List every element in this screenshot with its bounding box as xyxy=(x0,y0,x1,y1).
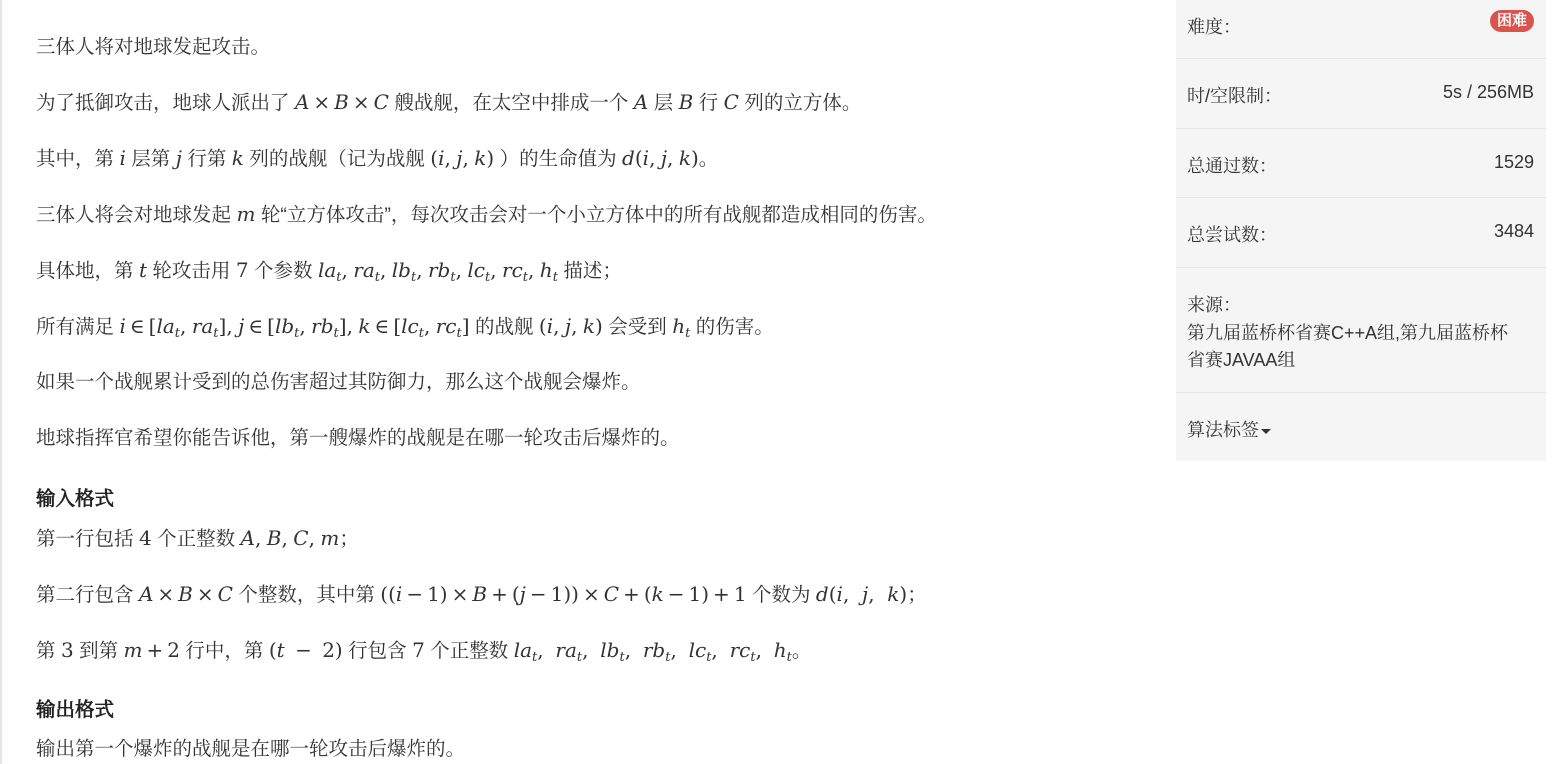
desc-p2-text-e: 列的立方体。 xyxy=(744,92,862,114)
desc-p2-text-d: 行 xyxy=(698,92,719,114)
desc-p5: 具体地，第 t 轮攻击用 7 个参数 $la_t$, $ra_t$, $lb_t$, $rb_t$, $lc_t$, $rc_t$, $h_t$ 描述； xyxy=(36,258,622,285)
source-label: 来源： xyxy=(1187,295,1241,315)
tags-label: 算法标签 xyxy=(1187,420,1259,440)
tags-row xyxy=(1176,393,1546,461)
input-l1-text-c: ； xyxy=(339,528,359,550)
input-line-3: 第 3 到第 m + 2 行中，第 (t − 2) 行包含 7 个正整数 $la_t$, $ra_t$, $lb_t$, $rb_t$, $lc_t$, $rc_t$, $h_t$。 xyxy=(36,638,812,665)
tags-dropdown[interactable] xyxy=(1187,416,1271,442)
limit-row xyxy=(1176,59,1546,129)
input-l2-text-b: 个整数，其中第 xyxy=(238,584,375,606)
input-l1-text-a: 第一行包括 xyxy=(36,528,134,550)
output-format-heading: 输出格式 xyxy=(36,699,115,721)
limit-label: 时/空限制： xyxy=(1187,86,1283,106)
input-l3-text-f: 。 xyxy=(791,640,812,662)
desc-p3-text-d: 列的战舰（记为战舰 xyxy=(249,148,425,170)
input-line-1: 第一行包括 4 个正整数 A, B, C, m； xyxy=(36,526,359,550)
input-l3-text-d: 行包含 xyxy=(348,640,407,662)
input-format-heading: 输入格式 xyxy=(36,488,115,510)
source-link-line1[interactable]: 第九届蓝桥杯省赛C++A组,第九届蓝桥杯 xyxy=(1187,323,1509,343)
difficulty-label: 难度： xyxy=(1187,17,1241,37)
passed-value: 1529 xyxy=(1493,152,1534,172)
desc-p5-text-b: 轮攻击用 xyxy=(152,260,231,282)
desc-p2-text-b: 艘战舰，在太空中排成一个 xyxy=(394,92,629,114)
left-border xyxy=(0,0,2,764)
input-l3-text-b: 到第 xyxy=(79,640,119,662)
desc-p3-text-f: 。 xyxy=(698,148,719,170)
desc-p6-text-d: 的伤害。 xyxy=(695,316,774,338)
desc-p7 xyxy=(36,369,641,395)
difficulty-row xyxy=(1176,0,1546,59)
desc-p3: 其中，第 i 层第 j 行第 k 列的战舰（记为战舰 (i, j, k) ）的生命值为 d(i, j, k)。 xyxy=(36,146,719,170)
input-l3-text-c: 行中，第 xyxy=(185,640,264,662)
attempts-label: 总尝试数： xyxy=(1187,225,1277,245)
input-line-2: 第二行包含 A × B × C 个整数，其中第 ((i − 1) × B + (j − 1)) × C + (k − 1) + 1 个数为 d(i, j, k)； xyxy=(36,582,927,606)
desc-p4: 三体人将会对地球发起 m 轮“立方体攻击”，每次攻击会对一个小立方体中的所有战舰都造成相同的伤害。 xyxy=(36,202,937,226)
desc-p6-text-c: 会受到 xyxy=(608,316,667,338)
desc-p2-text-c: 层 xyxy=(653,92,674,114)
desc-p6-text-a: 所有满足 xyxy=(36,316,115,338)
source-row xyxy=(1176,268,1546,393)
desc-p3-text-a: 其中，第 xyxy=(36,148,115,170)
desc-p3-text-e: ）的生命值为 xyxy=(499,148,617,170)
attempts-row xyxy=(1176,198,1546,268)
output-l1-text: 输出第一个爆炸的战舰是在哪一轮攻击后爆炸的。 xyxy=(36,738,466,760)
input-l2-text-d: ； xyxy=(907,584,927,606)
attempts-value: 3484 xyxy=(1493,221,1534,241)
input-l3-text-e: 个正整数 xyxy=(430,640,509,662)
desc-p2-text-a: 为了抵御攻击，地球人派出了 xyxy=(36,92,290,114)
desc-p7-text: 如果一个战舰累计受到的总伤害超过其防御力，那么这个战舰会爆炸。 xyxy=(36,371,641,393)
desc-p8 xyxy=(36,425,680,451)
input-l2-text-c: 个数为 xyxy=(751,584,811,606)
desc-p3-text-c: 行第 xyxy=(187,148,227,170)
difficulty-badge: 困难 xyxy=(1490,10,1534,32)
source-link-line2[interactable]: 省赛JAVAA组 xyxy=(1187,350,1296,370)
desc-p5-text-a: 具体地，第 xyxy=(36,260,134,282)
desc-p1 xyxy=(36,34,270,60)
desc-p5-text-c: 个参数 xyxy=(254,260,313,282)
input-l2-text-a: 第二行包含 xyxy=(36,584,134,606)
passed-label: 总通过数： xyxy=(1187,156,1277,176)
output-line-1 xyxy=(36,736,465,762)
desc-p8-text: 地球指挥官希望你能告诉他，第一艘爆炸的战舰是在哪一轮攻击后爆炸的。 xyxy=(36,427,680,449)
limit-value: 5s / 256MB xyxy=(1442,82,1534,102)
desc-p2: 为了抵御攻击，地球人派出了 A × B × C 艘战舰，在太空中排成一个 A 层 B 行 C 列的立方体。 xyxy=(36,90,862,114)
caret-down-icon xyxy=(1261,429,1271,434)
desc-p4-text-a: 三体人将会对地球发起 xyxy=(36,204,232,226)
desc-p6-text-b: 的战舰 xyxy=(474,316,534,338)
input-l3-text-a: 第 xyxy=(36,640,56,662)
desc-p1-text: 三体人将对地球发起攻击。 xyxy=(36,36,271,58)
desc-p5-text-d: 描述； xyxy=(563,260,622,282)
passed-row xyxy=(1176,129,1546,198)
desc-p6: 所有满足 i ∈ [$la_t$, $ra_t$], j ∈ [$lb_t$, $rb_t$], k ∈ [$lc_t$, $rc_t$] 的战舰 (i, j, k) 会受到 $h_t$ 的伤害。 xyxy=(36,314,774,341)
desc-p4-text-b: 轮“立方体攻击”，每次攻击会对一个小立方体中的所有战舰都造成相同的伤害。 xyxy=(260,204,937,226)
input-l1-text-b: 个正整数 xyxy=(157,528,236,550)
desc-p3-text-b: 层第 xyxy=(131,148,171,170)
